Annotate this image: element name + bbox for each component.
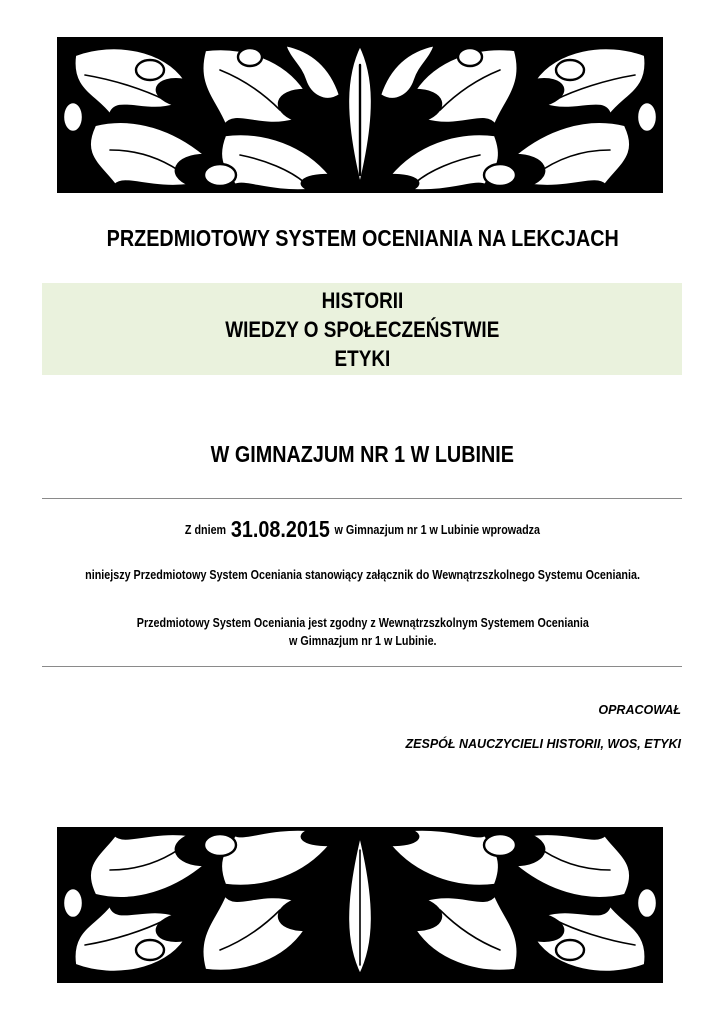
subject-ethics: ETYKI	[334, 346, 390, 371]
document-title-text: PRZEDMIOTOWY SYSTEM OCENIANIA NA LEKCJACH	[106, 225, 619, 251]
signature-label: OPRACOWAŁ	[598, 703, 681, 717]
top-oak-ornament	[55, 35, 665, 195]
subject-history: HISTORII	[321, 288, 403, 313]
subjects-box	[42, 283, 682, 375]
divider-top	[42, 498, 682, 499]
school-name	[0, 441, 725, 468]
signature-authors: ZESPÓŁ NAUCZYCIELI HISTORII, WOS, ETYKI	[405, 737, 681, 751]
compliance-line-2: w Gimnazjum nr 1 w Lubinie.	[288, 634, 437, 648]
school-name-text: W GIMNAZJUM NR 1 W LUBINIE	[210, 441, 515, 467]
compliance-line-1: Przedmiotowy System Oceniania jest zgodny z Wewnątrzszkolnym Systemem Oceniania	[136, 616, 589, 630]
intro-prefix: Z dniem	[184, 523, 227, 537]
document-title	[0, 225, 725, 252]
intro-line	[0, 516, 725, 543]
effective-date: 31.08.2015	[230, 516, 330, 542]
subject-civics: WIEDZY O SPOŁECZEŃSTWIE	[224, 317, 500, 342]
divider-bottom	[42, 666, 682, 667]
bottom-oak-ornament	[55, 825, 665, 985]
intro-line-2: niniejszy Przedmiotowy System Oceniania stanowiący załącznik do Wewnątrzszkolnego Systemu Oceniania.	[85, 568, 640, 582]
intro-suffix: w Gimnazjum nr 1 w Lubinie wprowadza	[334, 523, 541, 537]
